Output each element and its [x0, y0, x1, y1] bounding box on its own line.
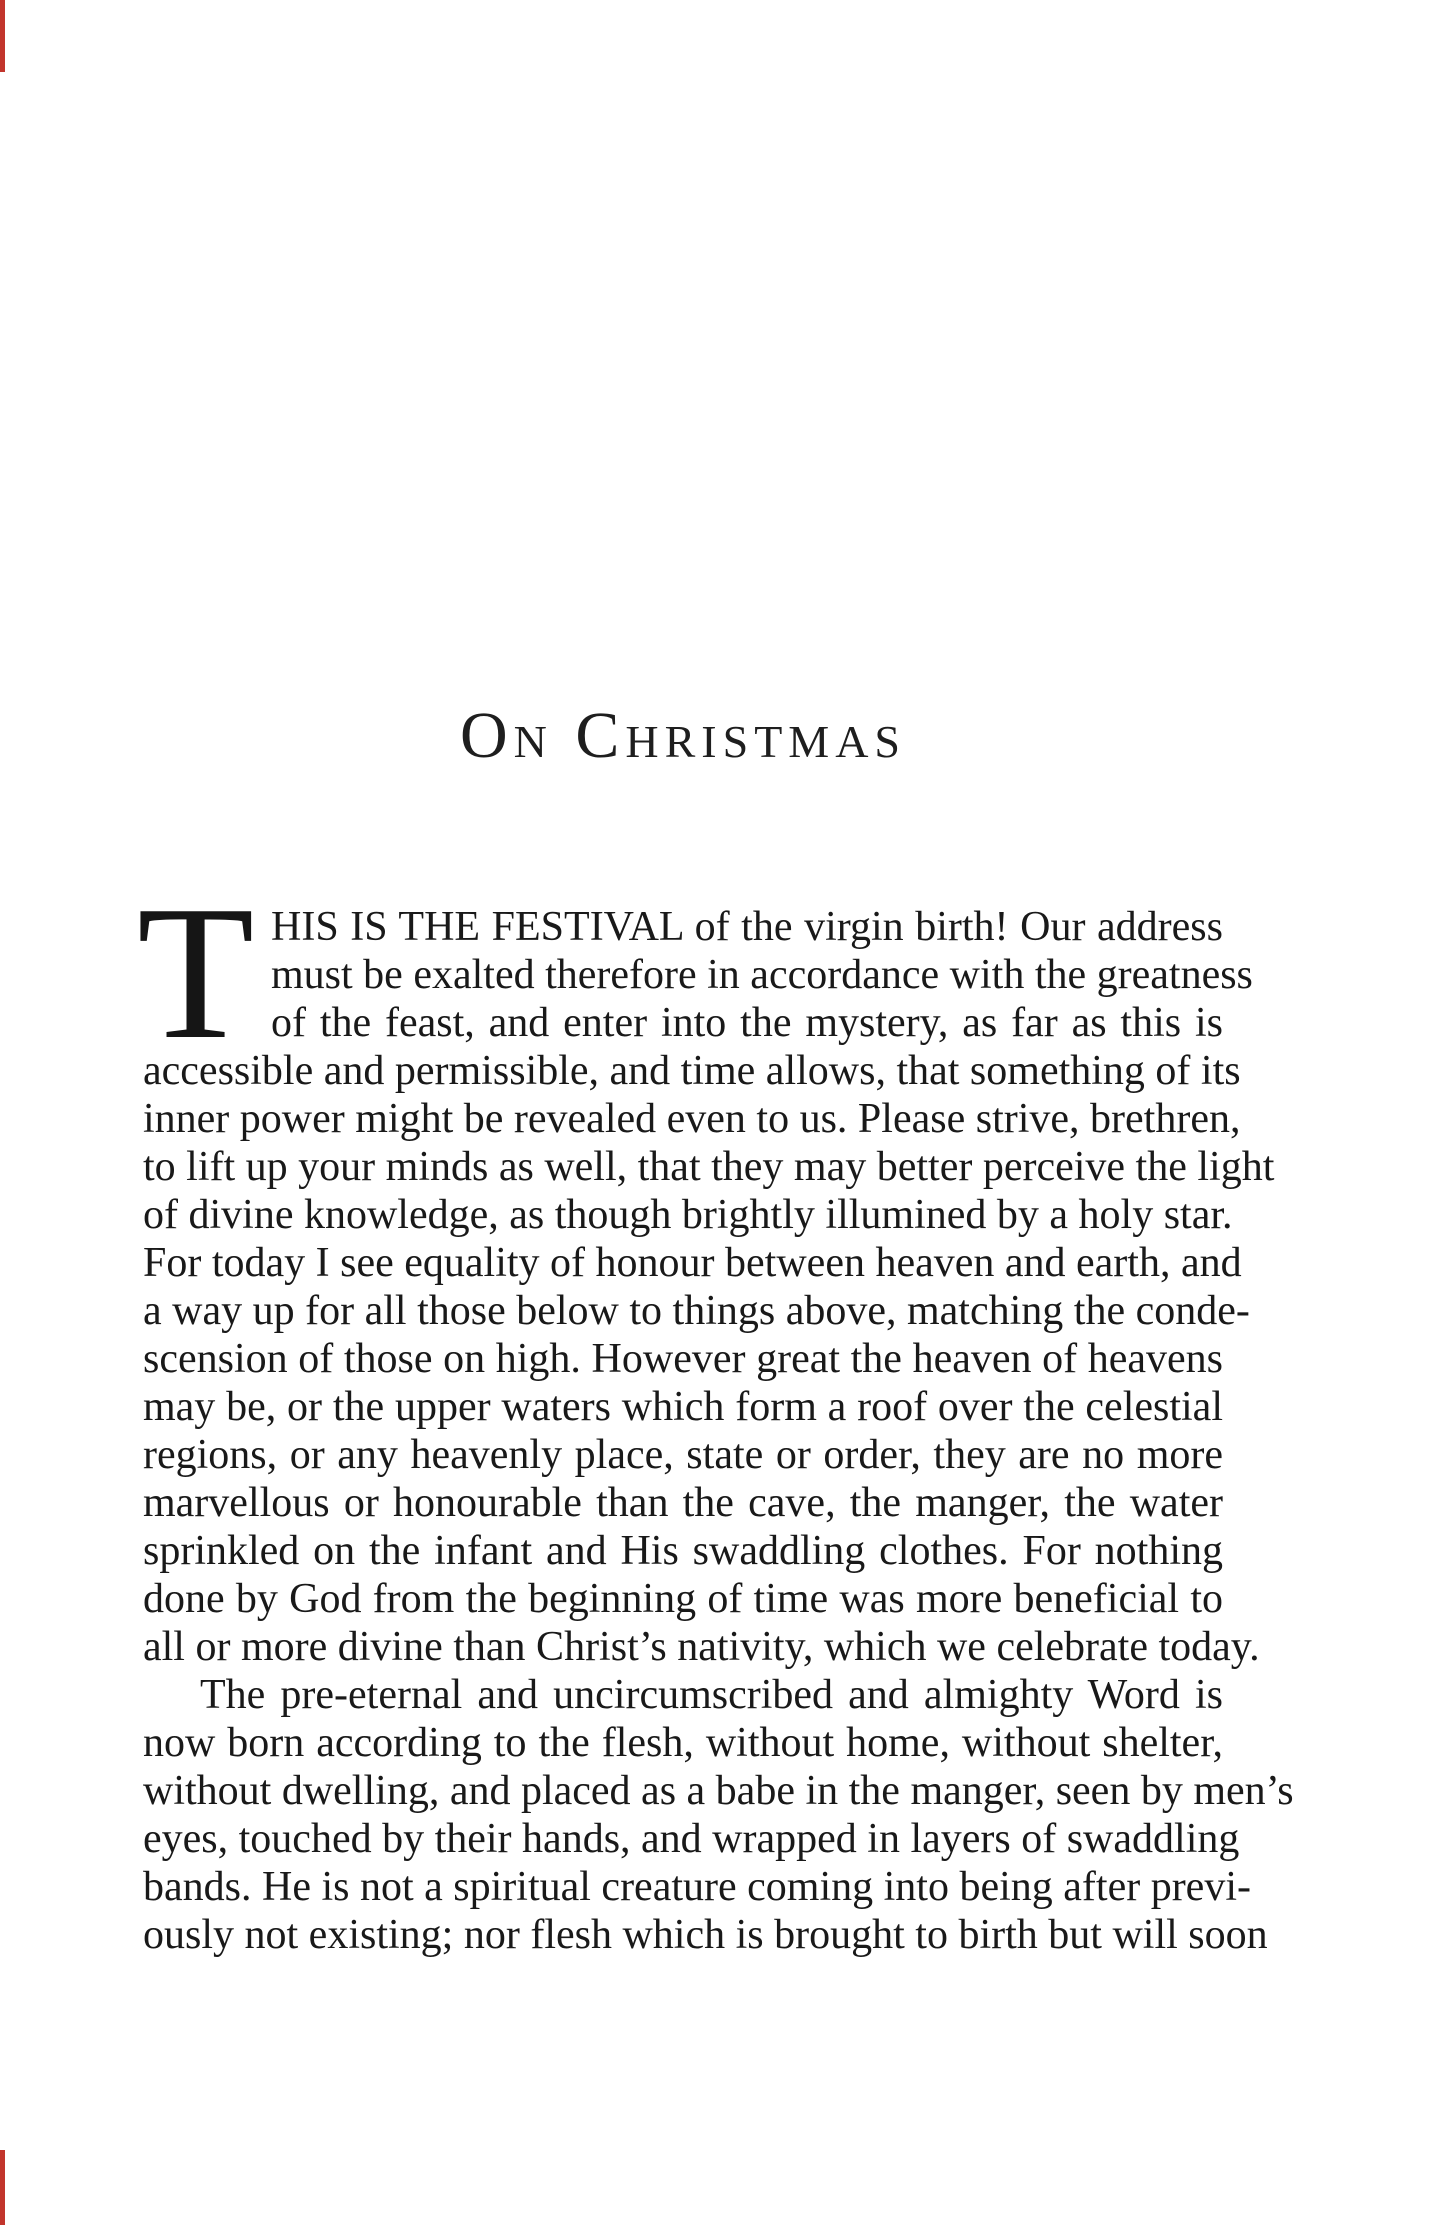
drop-cap: T — [137, 866, 255, 1079]
text-line: done by God from the beginning of time was more beneficial to — [143, 1576, 1223, 1622]
text-line: For today I see equality of honour between heaven and earth, and — [143, 1240, 1242, 1286]
text-line: of the feast, and enter into the mystery, as far as this is — [271, 1000, 1223, 1046]
chapter-title: On Christmas — [459, 699, 906, 772]
text-line: now born according to the flesh, without home, without shelter, — [143, 1720, 1223, 1766]
text-line: to lift up your minds as well, that they may better perceive the light — [143, 1144, 1275, 1190]
text-line: sprinkled on the infant and His swaddling clothes. For nothing — [143, 1528, 1223, 1574]
text-line: without dwelling, and placed as a babe in the manger, seen by men’s — [143, 1768, 1294, 1814]
text-line: may be, or the upper waters which form a roof over the celestial — [143, 1384, 1223, 1430]
text-line: bands. He is not a spiritual creature coming into being after previ- — [143, 1864, 1251, 1910]
text-line: scension of those on high. However great the heaven of heavens — [143, 1336, 1223, 1382]
scan-edge-mark-bottom — [0, 2150, 5, 2225]
text-line: eyes, touched by their hands, and wrapped in layers of swaddling — [143, 1816, 1240, 1862]
text-line: marvellous or honourable than the cave, the manger, the water — [143, 1480, 1223, 1526]
text-line: The pre-eternal and uncircumscribed and almighty Word is — [200, 1672, 1223, 1718]
text-line: inner power might be revealed even to us. Please strive, brethren, — [143, 1096, 1241, 1142]
body-text — [137, 866, 1294, 1959]
text-line: a way up for all those below to things above, matching the conde- — [143, 1288, 1250, 1334]
text-line: HIS IS THE FESTIVAL of the virgin birth! Our address — [271, 904, 1223, 950]
text-line: all or more divine than Christ’s nativity, which we celebrate today. — [143, 1624, 1260, 1670]
text-line: accessible and permissible, and time allows, that something of its — [143, 1048, 1241, 1094]
text-line: regions, or any heavenly place, state or order, they are no more — [143, 1432, 1223, 1478]
text-line: of divine knowledge, as though brightly illumined by a holy star. — [143, 1192, 1233, 1238]
scan-edge-mark-top — [0, 0, 5, 72]
text-line: must be exalted therefore in accordance with the greatness — [271, 952, 1253, 998]
text-line: ously not existing; nor flesh which is brought to birth but will soon — [143, 1912, 1268, 1958]
